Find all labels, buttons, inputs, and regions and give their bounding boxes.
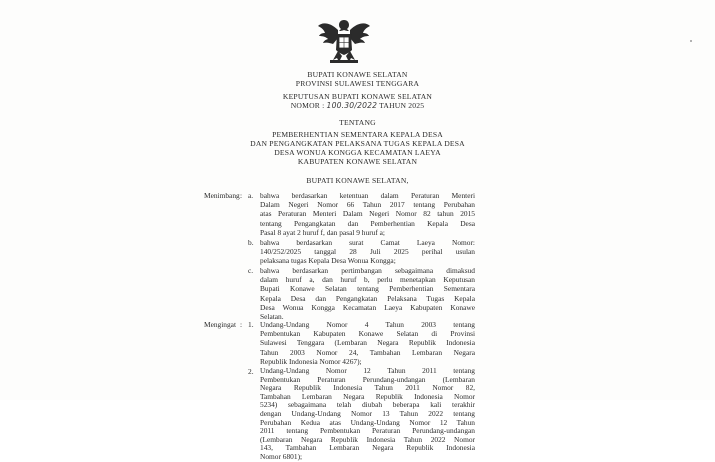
province-title: PROVINSI SULAWESI TENGGARA bbox=[295, 79, 420, 88]
text-line: Perubahan Kedua atas Undang-Undang Nomor 12 Tahun bbox=[260, 418, 475, 427]
subject-line-1: PEMBERHENTIAN SEMENTARA KEPALA DESA bbox=[272, 130, 443, 139]
text-line: bahwa berdasarkan pertimbangan sebagaimana dimaksud bbox=[260, 266, 475, 275]
menimbang-mark-a: a. bbox=[248, 191, 254, 200]
menimbang-item-b bbox=[260, 238, 475, 266]
number-prefix: NOMOR : bbox=[290, 101, 325, 110]
number-handwritten: 100.30/2022 bbox=[326, 101, 378, 110]
text-line: Nomor 6801); bbox=[260, 452, 303, 461]
text-line: Negara Republik Indonesia Tahun 2011 Nomor 82, bbox=[260, 384, 475, 393]
text-line: Pembentukan Peraturan Perundang-undangan (Lembaran bbox=[260, 375, 475, 384]
mengingat-colon: : bbox=[240, 320, 243, 329]
text-line: 140/252/2025 tanggal 28 Juli 2025 perihal usulan bbox=[260, 247, 475, 257]
decree-title: KEPUTUSAN BUPATI KONAWE SELATAN bbox=[282, 92, 433, 101]
text-line: tentang Pengangkatan dan Pemberhentian Kepala Desa bbox=[260, 218, 475, 228]
text-line: Selatan. bbox=[260, 312, 284, 322]
text-line: Tahun 2003 Nomor 24, Tambahan Lembaran Negara bbox=[260, 347, 475, 357]
text-line: Tambahan Lembaran Negara Republik Indonesia Nomor bbox=[260, 392, 475, 401]
text-line: Undang-Undang Nomor 4 Tahun 2003 tentang bbox=[260, 320, 475, 329]
text-line: dengan Undang-Undang Nomor 13 Tahun 2022 tentang bbox=[260, 409, 475, 418]
text-line: Bupati Konawe Selatan tentang Pemberhentian Sementara bbox=[260, 284, 475, 294]
garuda-emblem-icon bbox=[316, 16, 372, 66]
text-line: Sulawesi Tenggara (Lembaran Negara Republik Indonesia bbox=[260, 338, 475, 348]
subject-line-2: DAN PENGANGKATAN PELAKSANA TUGAS KEPALA DESA bbox=[250, 139, 465, 148]
number-suffix: TAHUN 2025 bbox=[379, 101, 425, 110]
menimbang-colon: : bbox=[240, 191, 243, 200]
text-line: 2011 tentang Pembentukan Peraturan Perundang-undangan bbox=[260, 427, 475, 436]
mengingat-mark-2: 2. bbox=[248, 367, 254, 376]
text-line: Pasal 8 ayat 2 huruf f, dan pasal 9 huruf a; bbox=[260, 227, 385, 237]
text-line: atas Peraturan Menteri Dalam Negeri Nomor 82 tahun 2015 bbox=[260, 209, 475, 219]
menimbang-item-c bbox=[260, 266, 475, 321]
mengingat-mark-1: 1. bbox=[248, 320, 254, 329]
text-line: bahwa berdasarkan surat Camat Laeya Nomor: bbox=[260, 238, 475, 247]
text-line: pelaksana tugas Kepala Desa Wonua Kongga; bbox=[260, 256, 396, 266]
text-line: Desa Wonua Kongga Kecamatan Laeya Kabupaten Konawe bbox=[260, 302, 475, 312]
about-label: TENTANG bbox=[339, 118, 376, 127]
menimbang-mark-c: c. bbox=[248, 266, 254, 275]
text-line: 5234) sebagaimana telah diubah beberapa kali terakhir bbox=[260, 401, 475, 410]
text-line: (Lembaran Negara Republik Indonesia Tahun 2022 Nomor bbox=[260, 435, 475, 444]
text-line: Kepala Desa dan Pengangkatan Pelaksana Tugas Kepala bbox=[260, 293, 475, 303]
mengingat-item-1 bbox=[260, 320, 475, 366]
mengingat-label: Mengingat bbox=[204, 320, 237, 329]
menimbang-mark-b: b. bbox=[248, 238, 254, 247]
text-line: 143, Tambahan Lembaran Negara Republik Indonesia bbox=[260, 444, 475, 453]
decree-number bbox=[0, 101, 715, 110]
text-line: bahwa berdasarkan ketentuan dalam Peraturan Menteri bbox=[260, 191, 475, 200]
menimbang-item-a bbox=[260, 191, 475, 237]
official-title: BUPATI KONAWE SELATAN bbox=[307, 70, 408, 79]
scan-speck bbox=[690, 40, 692, 42]
text-line: Dalam Negeri Nomor 66 Tahun 2017 tentang Perubahan bbox=[260, 200, 475, 210]
text-line: Republik Indonesia Nomor 4267); bbox=[260, 356, 362, 366]
text-line: dalam huruf a, dan huruf b, perlu menetapkan Keputusan bbox=[260, 275, 475, 285]
text-line: Pembentukan Kabupaten Konawe Selatan di Provinsi bbox=[260, 329, 475, 339]
subject-line-4: KABUPATEN KONAWE SELATAN bbox=[297, 157, 418, 166]
text-line: Undang-Undang Nomor 12 Tahun 2011 tentang bbox=[260, 367, 475, 375]
mengingat-item-2 bbox=[260, 367, 475, 462]
menimbang-label: Menimbang bbox=[204, 191, 240, 200]
issuer: BUPATI KONAWE SELATAN, bbox=[306, 176, 409, 185]
subject-line-3: DESA WONUA KONGGA KECAMATAN LAEYA bbox=[274, 148, 441, 157]
